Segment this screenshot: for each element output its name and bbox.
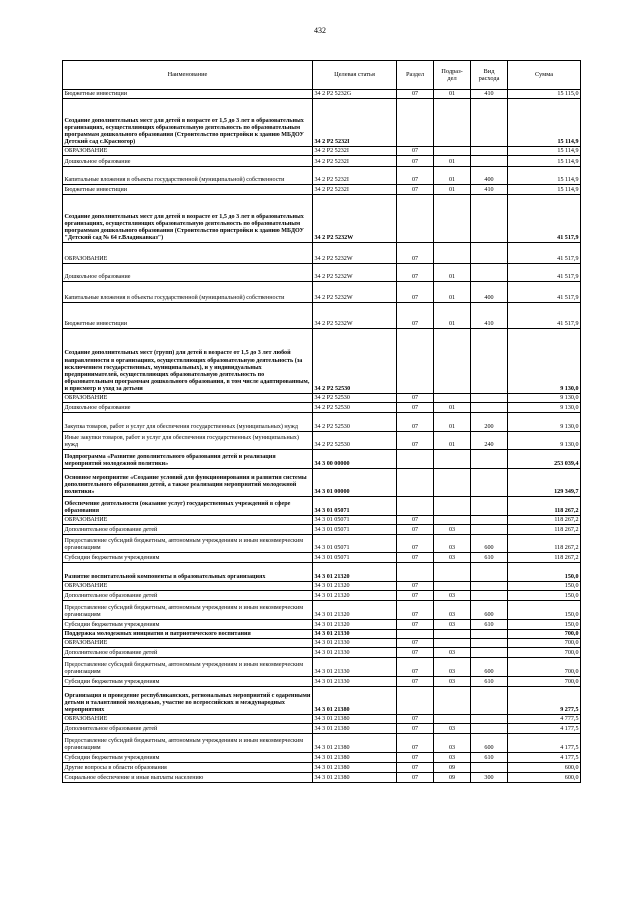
row-section-cell: 07 [397,516,434,525]
row-name-cell: Развитие воспитательной компоненты в образовательных организациях [63,563,313,582]
table-row [63,639,581,648]
header-target-article: Целевая статья [313,61,397,90]
row-sum-cell: 41 517,9 [508,282,581,303]
table-row [63,535,581,553]
table-row [63,677,581,687]
row-subsection-cell: 03 [434,677,471,687]
row-code-cell: 34 3 01 21320 [313,601,397,620]
row-sum-cell: 41 517,9 [508,303,581,329]
row-code-cell: 34 2 P2 5232I [313,99,397,147]
row-expense-cell [471,147,508,156]
header-subsection: Подраз- дел [434,61,471,90]
row-subsection-cell [434,329,471,394]
row-section-cell: 07 [397,525,434,535]
row-sum-cell: 150,0 [508,601,581,620]
row-sum-cell: 118 267,2 [508,497,581,516]
table-row [63,90,581,99]
row-section-cell: 07 [397,432,434,450]
row-subsection-cell: 01 [434,90,471,99]
row-code-cell: 34 3 01 05071 [313,553,397,563]
table-row [63,620,581,630]
row-code-cell: 34 2 P2 5232W [313,282,397,303]
row-expense-cell [471,630,508,639]
row-subsection-cell: 01 [434,264,471,282]
row-name-cell: Бюджетные инвестиции [63,90,313,99]
row-sum-cell: 4 777,5 [508,715,581,724]
table-row [63,329,581,394]
table-row [63,243,581,264]
row-sum-cell: 118 267,2 [508,525,581,535]
row-code-cell: 34 3 01 21320 [313,591,397,601]
row-sum-cell: 9 130,0 [508,413,581,432]
row-section-cell: 07 [397,734,434,753]
row-expense-cell [471,99,508,147]
row-sum-cell: 700,0 [508,630,581,639]
row-name-cell: ОБРАЗОВАНИЕ [63,715,313,724]
row-sum-cell: 118 267,2 [508,535,581,553]
row-expense-cell: 240 [471,432,508,450]
row-subsection-cell [434,687,471,715]
row-sum-cell: 41 517,9 [508,264,581,282]
row-expense-cell [471,582,508,591]
row-sum-cell: 15 115,0 [508,90,581,99]
row-code-cell: 34 3 01 00000 [313,469,397,497]
row-section-cell: 07 [397,763,434,773]
row-sum-cell: 700,0 [508,658,581,677]
row-sum-cell: 150,0 [508,591,581,601]
row-expense-cell: 400 [471,282,508,303]
row-expense-cell [471,264,508,282]
row-sum-cell: 9 130,0 [508,394,581,403]
row-section-cell: 07 [397,658,434,677]
row-code-cell: 34 2 P2 5232W [313,243,397,264]
row-section-cell [397,469,434,497]
table-row [63,648,581,658]
row-name-cell: Бюджетные инвестиции [63,185,313,195]
header-expense-type: Вид расхода [471,61,508,90]
row-subsection-cell [434,497,471,516]
row-expense-cell [471,525,508,535]
row-code-cell: 34 3 00 00000 [313,450,397,469]
row-name-cell: ОБРАЗОВАНИЕ [63,243,313,264]
row-code-cell: 34 3 01 21330 [313,648,397,658]
row-code-cell: 34 2 P2 5232I [313,185,397,195]
row-code-cell: 34 2 P2 52530 [313,394,397,403]
table-row [63,525,581,535]
row-section-cell: 07 [397,620,434,630]
row-sum-cell: 150,0 [508,582,581,591]
row-expense-cell [471,591,508,601]
row-expense-cell: 410 [471,185,508,195]
table-row [63,582,581,591]
row-section-cell [397,563,434,582]
row-subsection-cell [434,450,471,469]
row-code-cell: 34 3 01 21320 [313,582,397,591]
row-section-cell: 07 [397,535,434,553]
page-number: 432 [314,26,326,35]
row-subsection-cell [434,469,471,497]
row-name-cell: Субсидии бюджетным учреждениям [63,677,313,687]
row-name-cell: ОБРАЗОВАНИЕ [63,516,313,525]
row-sum-cell: 41 517,9 [508,243,581,264]
row-subsection-cell: 03 [434,648,471,658]
row-code-cell: 34 3 01 21320 [313,563,397,582]
row-code-cell: 34 3 01 05071 [313,497,397,516]
row-code-cell: 34 3 01 21330 [313,639,397,648]
table-row [63,195,581,243]
row-name-cell: Субсидии бюджетным учреждениям [63,753,313,763]
row-subsection-cell: 03 [434,734,471,753]
row-code-cell: 34 3 01 21330 [313,630,397,639]
row-expense-cell [471,394,508,403]
row-code-cell: 34 3 01 05071 [313,525,397,535]
row-section-cell [397,687,434,715]
table-row [63,303,581,329]
row-name-cell: Закупка товаров, работ и услуг для обеспечения государственных (муниципальных) нужд [63,413,313,432]
table-row [63,450,581,469]
row-section-cell [397,195,434,243]
row-expense-cell [471,403,508,413]
row-subsection-cell: 03 [434,553,471,563]
table-row [63,630,581,639]
row-sum-cell: 9 130,0 [508,432,581,450]
row-section-cell [397,99,434,147]
row-section-cell: 07 [397,185,434,195]
row-code-cell: 34 2 P2 5232I [313,147,397,156]
row-subsection-cell: 03 [434,535,471,553]
row-name-cell: Предоставление субсидий бюджетным, автономным учреждениям и иным некоммерческим организациям [63,535,313,553]
row-name-cell: Основное мероприятие «Создание условий для функционирования и развития системы дополнительного образования детей, а также реализации мероприятий молодежной политики» [63,469,313,497]
row-subsection-cell [434,639,471,648]
row-expense-cell [471,469,508,497]
row-code-cell: 34 3 01 21380 [313,773,397,783]
row-sum-cell: 4 177,5 [508,724,581,734]
row-expense-cell [471,329,508,394]
budget-table [62,60,581,783]
row-expense-cell [471,516,508,525]
row-code-cell: 34 3 01 21380 [313,724,397,734]
row-code-cell: 34 2 P2 5232G [313,90,397,99]
row-expense-cell [471,639,508,648]
row-sum-cell: 15 114,9 [508,147,581,156]
row-name-cell: Социальное обеспечение и иные выплаты населению [63,773,313,783]
row-subsection-cell: 03 [434,591,471,601]
row-section-cell: 07 [397,591,434,601]
row-sum-cell: 700,0 [508,648,581,658]
table-row [63,413,581,432]
row-expense-cell [471,763,508,773]
row-subsection-cell [434,582,471,591]
row-expense-cell [471,724,508,734]
row-expense-cell: 300 [471,773,508,783]
row-code-cell: 34 3 01 21380 [313,715,397,724]
row-expense-cell [471,195,508,243]
row-name-cell: Предоставление субсидий бюджетным, автономным учреждениям и иным некоммерческим организациям [63,601,313,620]
row-name-cell: Дополнительное образование детей [63,591,313,601]
row-sum-cell: 700,0 [508,677,581,687]
row-code-cell: 34 3 01 21380 [313,687,397,715]
row-expense-cell [471,715,508,724]
row-subsection-cell: 01 [434,185,471,195]
table-row [63,773,581,783]
row-code-cell: 34 2 P2 5232W [313,303,397,329]
row-section-cell [397,630,434,639]
row-sum-cell: 15 114,9 [508,99,581,147]
row-code-cell: 34 2 P2 5232W [313,264,397,282]
table-row [63,432,581,450]
row-name-cell: Создание дополнительных мест (групп) для детей в возрасте от 1,5 до 3 лет любой направленности в организациях, осуществляющих образовательную деятельность (за исключением государственных, муниципальных), и у индивидуальных предпринимателей, осуществляющих образовательную деятельность по образовательным программам дошкольного образования, в том числе адаптированным, и присмотр и уход за детьми [63,329,313,394]
row-sum-cell: 600,0 [508,773,581,783]
table-row [63,687,581,715]
table-row [63,601,581,620]
row-subsection-cell: 03 [434,601,471,620]
row-section-cell: 07 [397,753,434,763]
row-code-cell: 34 2 P2 52530 [313,403,397,413]
row-expense-cell: 610 [471,620,508,630]
table-row [63,553,581,563]
row-code-cell: 34 2 P2 5232W [313,195,397,243]
row-section-cell: 07 [397,264,434,282]
row-subsection-cell [434,147,471,156]
row-sum-cell: 253 039,4 [508,450,581,469]
row-name-cell: Дошкольное образование [63,156,313,167]
row-expense-cell: 610 [471,553,508,563]
row-subsection-cell: 03 [434,724,471,734]
row-section-cell [397,329,434,394]
row-subsection-cell: 09 [434,773,471,783]
row-section-cell: 07 [397,773,434,783]
row-section-cell: 07 [397,413,434,432]
row-sum-cell: 150,0 [508,563,581,582]
row-subsection-cell: 01 [434,156,471,167]
table-row [63,156,581,167]
table-row [63,394,581,403]
table-body [63,90,581,783]
row-subsection-cell: 03 [434,753,471,763]
row-sum-cell: 700,0 [508,639,581,648]
row-section-cell: 07 [397,167,434,185]
row-expense-cell [471,497,508,516]
row-section-cell: 07 [397,394,434,403]
row-subsection-cell [434,563,471,582]
row-sum-cell: 15 114,9 [508,185,581,195]
row-name-cell: Предоставление субсидий бюджетным, автономным учреждениям и иным некоммерческим организациям [63,658,313,677]
row-sum-cell: 4 177,5 [508,753,581,763]
row-subsection-cell [434,243,471,264]
table-row [63,563,581,582]
row-name-cell: ОБРАЗОВАНИЕ [63,394,313,403]
row-name-cell: Бюджетные инвестиции [63,303,313,329]
row-sum-cell: 4 177,5 [508,734,581,753]
table-row [63,403,581,413]
row-expense-cell: 600 [471,601,508,620]
row-code-cell: 34 2 P2 52530 [313,329,397,394]
row-code-cell: 34 3 01 05071 [313,535,397,553]
row-subsection-cell [434,99,471,147]
row-sum-cell: 150,0 [508,620,581,630]
row-subsection-cell: 01 [434,282,471,303]
row-expense-cell: 600 [471,658,508,677]
row-subsection-cell: 01 [434,303,471,329]
row-section-cell: 07 [397,282,434,303]
row-name-cell: Дошкольное образование [63,403,313,413]
table-row [63,147,581,156]
row-code-cell: 34 2 P2 5232I [313,156,397,167]
row-sum-cell: 41 517,9 [508,195,581,243]
row-section-cell: 07 [397,639,434,648]
table-row [63,734,581,753]
row-code-cell: 34 3 01 21320 [313,620,397,630]
row-name-cell: Предоставление субсидий бюджетным, автономным учреждениям и иным некоммерческим организациям [63,734,313,753]
header-sum: Сумма [508,61,581,90]
table-row [63,167,581,185]
table-row [63,715,581,724]
row-name-cell: Субсидии бюджетным учреждениям [63,553,313,563]
row-expense-cell: 610 [471,753,508,763]
row-expense-cell [471,243,508,264]
row-subsection-cell: 03 [434,525,471,535]
row-name-cell: Подпрограмма «Развитие дополнительного образования детей и реализация мероприятий молодежной политики» [63,450,313,469]
row-name-cell: Дополнительное образование детей [63,648,313,658]
row-sum-cell: 118 267,2 [508,553,581,563]
row-name-cell: ОБРАЗОВАНИЕ [63,582,313,591]
row-name-cell: Иные закупки товаров, работ и услуг для обеспечения государственных (муниципальных) нужд [63,432,313,450]
row-name-cell: Капитальные вложения в объекты государственной (муниципальной) собственности [63,167,313,185]
row-subsection-cell [434,195,471,243]
row-sum-cell: 9 130,0 [508,403,581,413]
row-expense-cell [471,563,508,582]
row-expense-cell: 400 [471,167,508,185]
row-section-cell: 07 [397,156,434,167]
row-subsection-cell: 01 [434,413,471,432]
row-section-cell: 07 [397,601,434,620]
table-row [63,264,581,282]
row-name-cell: Дошкольное образование [63,264,313,282]
row-name-cell: Дополнительное образование детей [63,724,313,734]
row-name-cell: ОБРАЗОВАНИЕ [63,639,313,648]
row-name-cell: Дополнительное образование детей [63,525,313,535]
row-subsection-cell [434,630,471,639]
row-subsection-cell: 09 [434,763,471,773]
table-header-row [63,61,581,90]
row-section-cell: 07 [397,147,434,156]
row-subsection-cell [434,394,471,403]
row-section-cell: 07 [397,715,434,724]
row-expense-cell: 410 [471,303,508,329]
row-code-cell: 34 3 01 21380 [313,734,397,753]
row-section-cell: 07 [397,403,434,413]
header-section: Раздел [397,61,434,90]
table-row [63,763,581,773]
row-expense-cell: 200 [471,413,508,432]
row-subsection-cell: 03 [434,658,471,677]
row-section-cell: 07 [397,90,434,99]
row-subsection-cell [434,715,471,724]
row-subsection-cell: 03 [434,620,471,630]
row-name-cell: Другие вопросы в области образования [63,763,313,773]
row-code-cell: 34 3 01 21380 [313,763,397,773]
row-code-cell: 34 3 01 21330 [313,677,397,687]
row-name-cell: ОБРАЗОВАНИЕ [63,147,313,156]
row-name-cell: Субсидии бюджетным учреждениям [63,620,313,630]
row-expense-cell: 600 [471,734,508,753]
row-section-cell: 07 [397,724,434,734]
row-section-cell: 07 [397,243,434,264]
row-expense-cell [471,687,508,715]
table-row [63,658,581,677]
row-section-cell [397,497,434,516]
row-name-cell: Создание дополнительных мест для детей в возрасте от 1,5 до 3 лет в образовательных организациях, осуществляющих образовательную деятельность по образовательным программам дошкольного образования (Строительство пристройки к зданию МБДОУ "Детский сад № 64 г.Владикавказ") [63,195,313,243]
table-row [63,469,581,497]
row-subsection-cell [434,516,471,525]
row-name-cell: Поддержка молодежных инициатив и патриотического воспитания [63,630,313,639]
row-expense-cell [471,450,508,469]
row-sum-cell: 15 114,9 [508,167,581,185]
row-sum-cell: 9 277,5 [508,687,581,715]
row-name-cell: Капитальные вложения в объекты государственной (муниципальной) собственности [63,282,313,303]
row-expense-cell: 610 [471,677,508,687]
row-sum-cell: 600,0 [508,763,581,773]
row-section-cell: 07 [397,648,434,658]
row-expense-cell: 410 [471,90,508,99]
row-section-cell: 07 [397,553,434,563]
row-code-cell: 34 2 P2 52530 [313,432,397,450]
row-code-cell: 34 3 01 21380 [313,753,397,763]
row-section-cell: 07 [397,677,434,687]
row-name-cell: Создание дополнительных мест для детей в возрасте от 1,5 до 3 лет в образовательных организациях, осуществляющих образовательную деятельность по образовательным программам дошкольного образования (Строительство пристройки к зданию МБДОУ Детский сад с.Красногор) [63,99,313,147]
table-row [63,753,581,763]
row-code-cell: 34 2 P2 52530 [313,413,397,432]
row-section-cell [397,450,434,469]
row-sum-cell: 15 114,9 [508,156,581,167]
row-subsection-cell: 01 [434,403,471,413]
table-row [63,282,581,303]
row-sum-cell: 129 349,7 [508,469,581,497]
row-section-cell: 07 [397,303,434,329]
row-sum-cell: 9 130,0 [508,329,581,394]
row-code-cell: 34 3 01 21330 [313,658,397,677]
row-sum-cell: 118 267,2 [508,516,581,525]
row-subsection-cell: 01 [434,432,471,450]
header-name: Наименование [63,61,313,90]
row-expense-cell [471,156,508,167]
table-row [63,497,581,516]
table-row [63,185,581,195]
row-subsection-cell: 01 [434,167,471,185]
row-section-cell: 07 [397,582,434,591]
table-row [63,591,581,601]
table-row [63,516,581,525]
row-code-cell: 34 2 P2 5232I [313,167,397,185]
table-row [63,99,581,147]
row-name-cell: Обеспечение деятельности (оказание услуг) государственных учреждений в сфере образования [63,497,313,516]
row-code-cell: 34 3 01 05071 [313,516,397,525]
table-row [63,724,581,734]
row-expense-cell: 600 [471,535,508,553]
row-expense-cell [471,648,508,658]
row-name-cell: Организация и проведение республиканских, региональных мероприятий с одаренными детьми и талантливой молодежью, участие во всероссийских и международных мероприятиях [63,687,313,715]
